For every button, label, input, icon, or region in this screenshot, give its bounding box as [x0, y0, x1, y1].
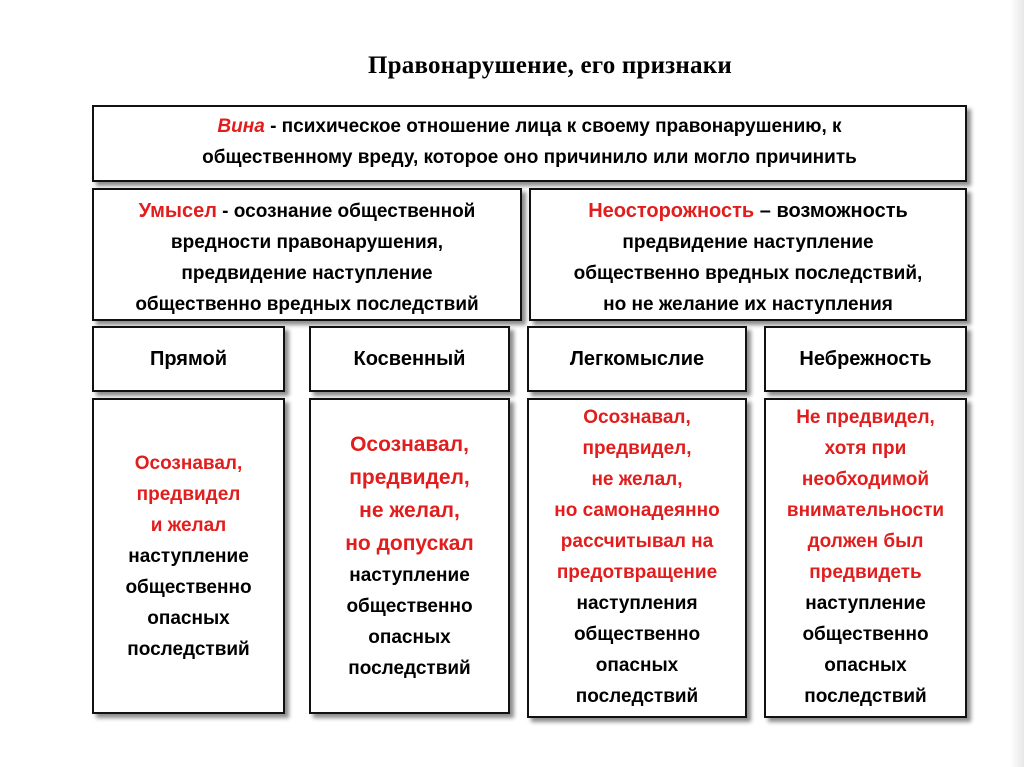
desc2-red-4: но допускал [345, 532, 474, 555]
description-carelessness [764, 398, 967, 718]
desc4-red-1: Не предвидел, [796, 407, 935, 428]
guilt-definition-2: общественному вреду, которое оно причинило или могло причинить [202, 147, 857, 168]
guilt-definition-1: - психическое отношение лица к своему правонарушению, к [264, 116, 842, 137]
intent-definition-box [92, 188, 522, 321]
desc2-red-3: не желал, [359, 499, 460, 522]
type-indirect-intent: Косвенный [309, 326, 510, 392]
desc3-red-3: не желал, [591, 469, 683, 490]
desc3-black-2: общественно [573, 624, 701, 645]
desc4-black-4: последствий [804, 686, 927, 707]
intent-text-2: вредности правонарушения, [170, 232, 444, 253]
desc3-black-3: опасных [595, 655, 679, 676]
guilt-definition-box [92, 105, 967, 182]
type-direct-intent: Прямой [92, 326, 285, 392]
desc3-red-5: рассчитывал на [560, 531, 714, 552]
page-title: Правонарушение, его признаки [368, 52, 732, 79]
desc4-red-4: внимательности [786, 500, 945, 521]
desc2-black-1: наступление [349, 565, 470, 586]
description-indirect-intent [309, 398, 510, 714]
desc3-red-6: предотвращение [556, 562, 718, 583]
desc3-red-2: предвидел, [582, 438, 692, 459]
desc1-red-3: и желал [150, 514, 227, 536]
desc1-black-1: наступление [128, 545, 249, 567]
negligence-text-4: но не желание их наступления [603, 294, 893, 315]
desc4-red-5: должен был [807, 531, 924, 552]
desc2-black-3: опасных [368, 627, 451, 648]
negligence-text-2: предвидение наступление [622, 232, 874, 253]
type-recklessness: Легкомыслие [527, 326, 747, 392]
negligence-definition-box [529, 188, 967, 321]
desc4-black-1: наступление [805, 593, 926, 614]
desc1-black-3: опасных [147, 607, 230, 629]
negligence-line-1 [531, 196, 965, 227]
desc2-black-4: последствий [348, 658, 471, 679]
negligence-text-3: общественно вредных последствий, [573, 263, 923, 284]
desc4-red-3: необходимой [801, 469, 930, 490]
intent-term: Умысел [138, 200, 217, 222]
guilt-line-1 [94, 111, 965, 142]
slide-edge-shadow [1010, 0, 1024, 767]
desc1-red-2: предвидел [136, 483, 241, 505]
desc4-red-2: хотя при [824, 438, 907, 459]
desc1-black-2: общественно [125, 576, 252, 598]
desc4-black-2: общественно [802, 624, 929, 645]
desc2-red-2: предвидел, [349, 466, 470, 489]
desc3-red-1: Осознавал, [583, 407, 691, 428]
desc4-black-3: опасных [824, 655, 907, 676]
guilt-term: Вина [217, 116, 265, 137]
desc2-red-1: Осознавал, [350, 433, 469, 456]
desc3-red-4: но самонадеянно [554, 500, 720, 521]
intent-text-1: - осознание общественной [216, 201, 476, 222]
intent-line-1 [94, 196, 520, 227]
negligence-text-1: – возможность [754, 200, 908, 222]
desc1-black-4: последствий [127, 638, 250, 660]
desc3-black-1: наступления [576, 593, 698, 614]
type-carelessness: Небрежность [764, 326, 967, 392]
desc2-black-2: общественно [346, 596, 473, 617]
description-recklessness [527, 398, 747, 718]
desc3-black-4: последствий [575, 686, 699, 707]
description-direct-intent [92, 398, 285, 714]
intent-text-4: общественно вредных последствий [135, 294, 479, 315]
desc4-red-6: предвидеть [809, 562, 922, 583]
intent-text-3: предвидение наступление [181, 263, 433, 284]
desc1-red-1: Осознавал, [134, 452, 243, 474]
negligence-term: Неосторожность [588, 200, 755, 222]
